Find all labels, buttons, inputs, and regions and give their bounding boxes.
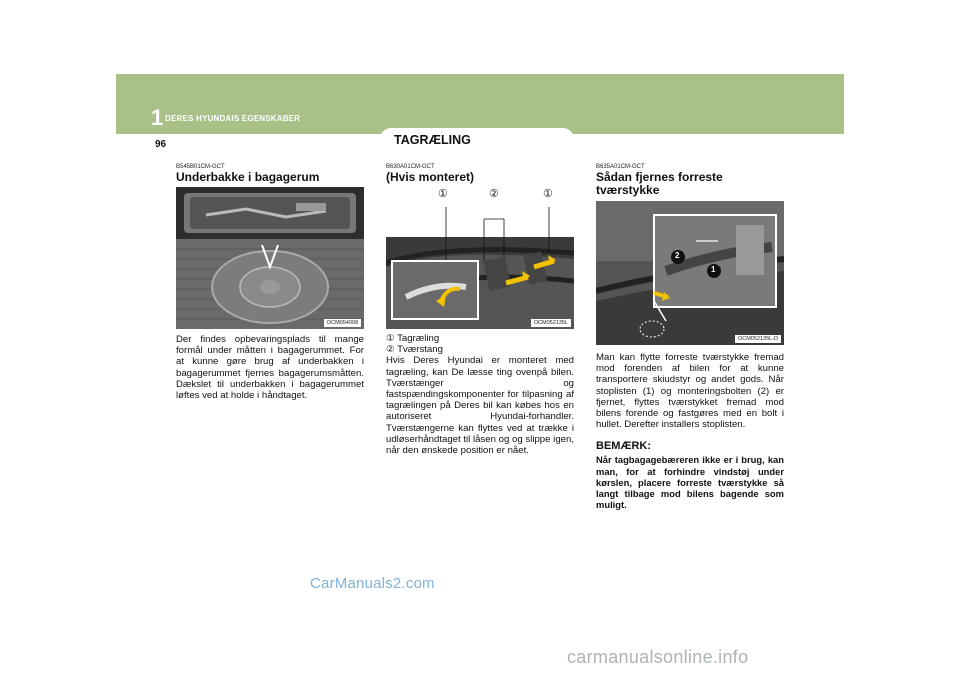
roof-rack-illustration xyxy=(386,187,574,329)
callout-2: 2 xyxy=(675,251,680,260)
section-heading: (Hvis monteret) xyxy=(386,170,475,184)
legend-cross-bar: ② Tværstang xyxy=(386,344,443,356)
section-tab xyxy=(380,128,574,150)
chapter-title: DERES HYUNDAIS EGENSKABER xyxy=(165,114,301,123)
legend-roof-rail: ① Tagræling xyxy=(386,333,440,344)
heading-line-2: tværstykke xyxy=(596,183,660,197)
note-title: BEMÆRK: xyxy=(596,440,651,453)
column-front-crossbar xyxy=(596,160,784,510)
chapter-number: 1 xyxy=(151,105,164,130)
body-text: Hvis Deres Hyundai er monteret med tagræling, kan De læsse ting ovenpå bilen. Tværstænger og fastspændingskomponenter for tilpasning af tagrælingen på Deres bil kan købes hos en autoriseret Hyundai-forhandler. Tværstængerne kan flyttes ved at trække i udløserhåndtaget til låsen og og slippe igen, når den ønskede position er nået. xyxy=(386,355,574,457)
section-heading xyxy=(596,171,784,197)
figure-label: OCM052135L xyxy=(531,319,571,327)
body-text: Der findes opbevaringsplads til mange formål under måtten i bagagerummet. For at kunne gøre brug af underbakken i bagagerummet fjernes bagagerumsmåtten. Dækslet til underbakken i bagagerummet løftes ved at holde i håndtaget. xyxy=(176,334,364,402)
heading-line-1: Sådan fjernes forreste xyxy=(596,170,723,184)
section-title: TAGRÆLING xyxy=(394,133,471,147)
trunk-tray-figure xyxy=(176,187,364,329)
callout-1-right: ① xyxy=(543,188,553,200)
watermark: CarManuals2.com xyxy=(310,575,435,592)
section-code: B635A01CM-GCT xyxy=(596,164,645,170)
callout-2: ② xyxy=(489,188,499,200)
crossbar-illustration xyxy=(596,201,784,345)
section-code: B545B01CM-GCT xyxy=(176,164,225,170)
figure-label: OCM054008 xyxy=(324,319,361,327)
note-body: Når tagbagagebæreren ikke er i brug, kan man, for at forhindre vindstøj under kørslen, placere forreste tværstykke så langt tilbage mod bilens bagende som muligt. xyxy=(596,454,784,511)
body-text: Man kan flytte forreste tværstykke fremad mod forenden af bilen for at kunne transportere skiudstyr og andet gods. Når stoplisten (1) og monteringsbolten (2) er fjernet, flyttes tværstykket fremad mod bilens forende og fastgøres med en bolt i hullet. Derefter installers stoplisten. xyxy=(596,352,784,431)
page-number: 96 xyxy=(155,139,167,150)
callout-1: 1 xyxy=(711,265,716,274)
header-band xyxy=(116,74,844,134)
column-roof-rack xyxy=(386,160,574,456)
section-code: B630A01CM-GCT xyxy=(386,164,435,170)
section-heading: Underbakke i bagagerum xyxy=(176,170,320,184)
trunk-tray-illustration xyxy=(176,187,364,329)
column-trunk-tray xyxy=(176,160,364,401)
figure-label: OCM052135L-D xyxy=(735,335,781,343)
callout-1-left: ① xyxy=(438,188,448,200)
footer-watermark: carmanualsonline.info xyxy=(567,647,749,667)
crossbar-figure xyxy=(596,201,784,345)
roof-rack-figure xyxy=(386,187,574,329)
